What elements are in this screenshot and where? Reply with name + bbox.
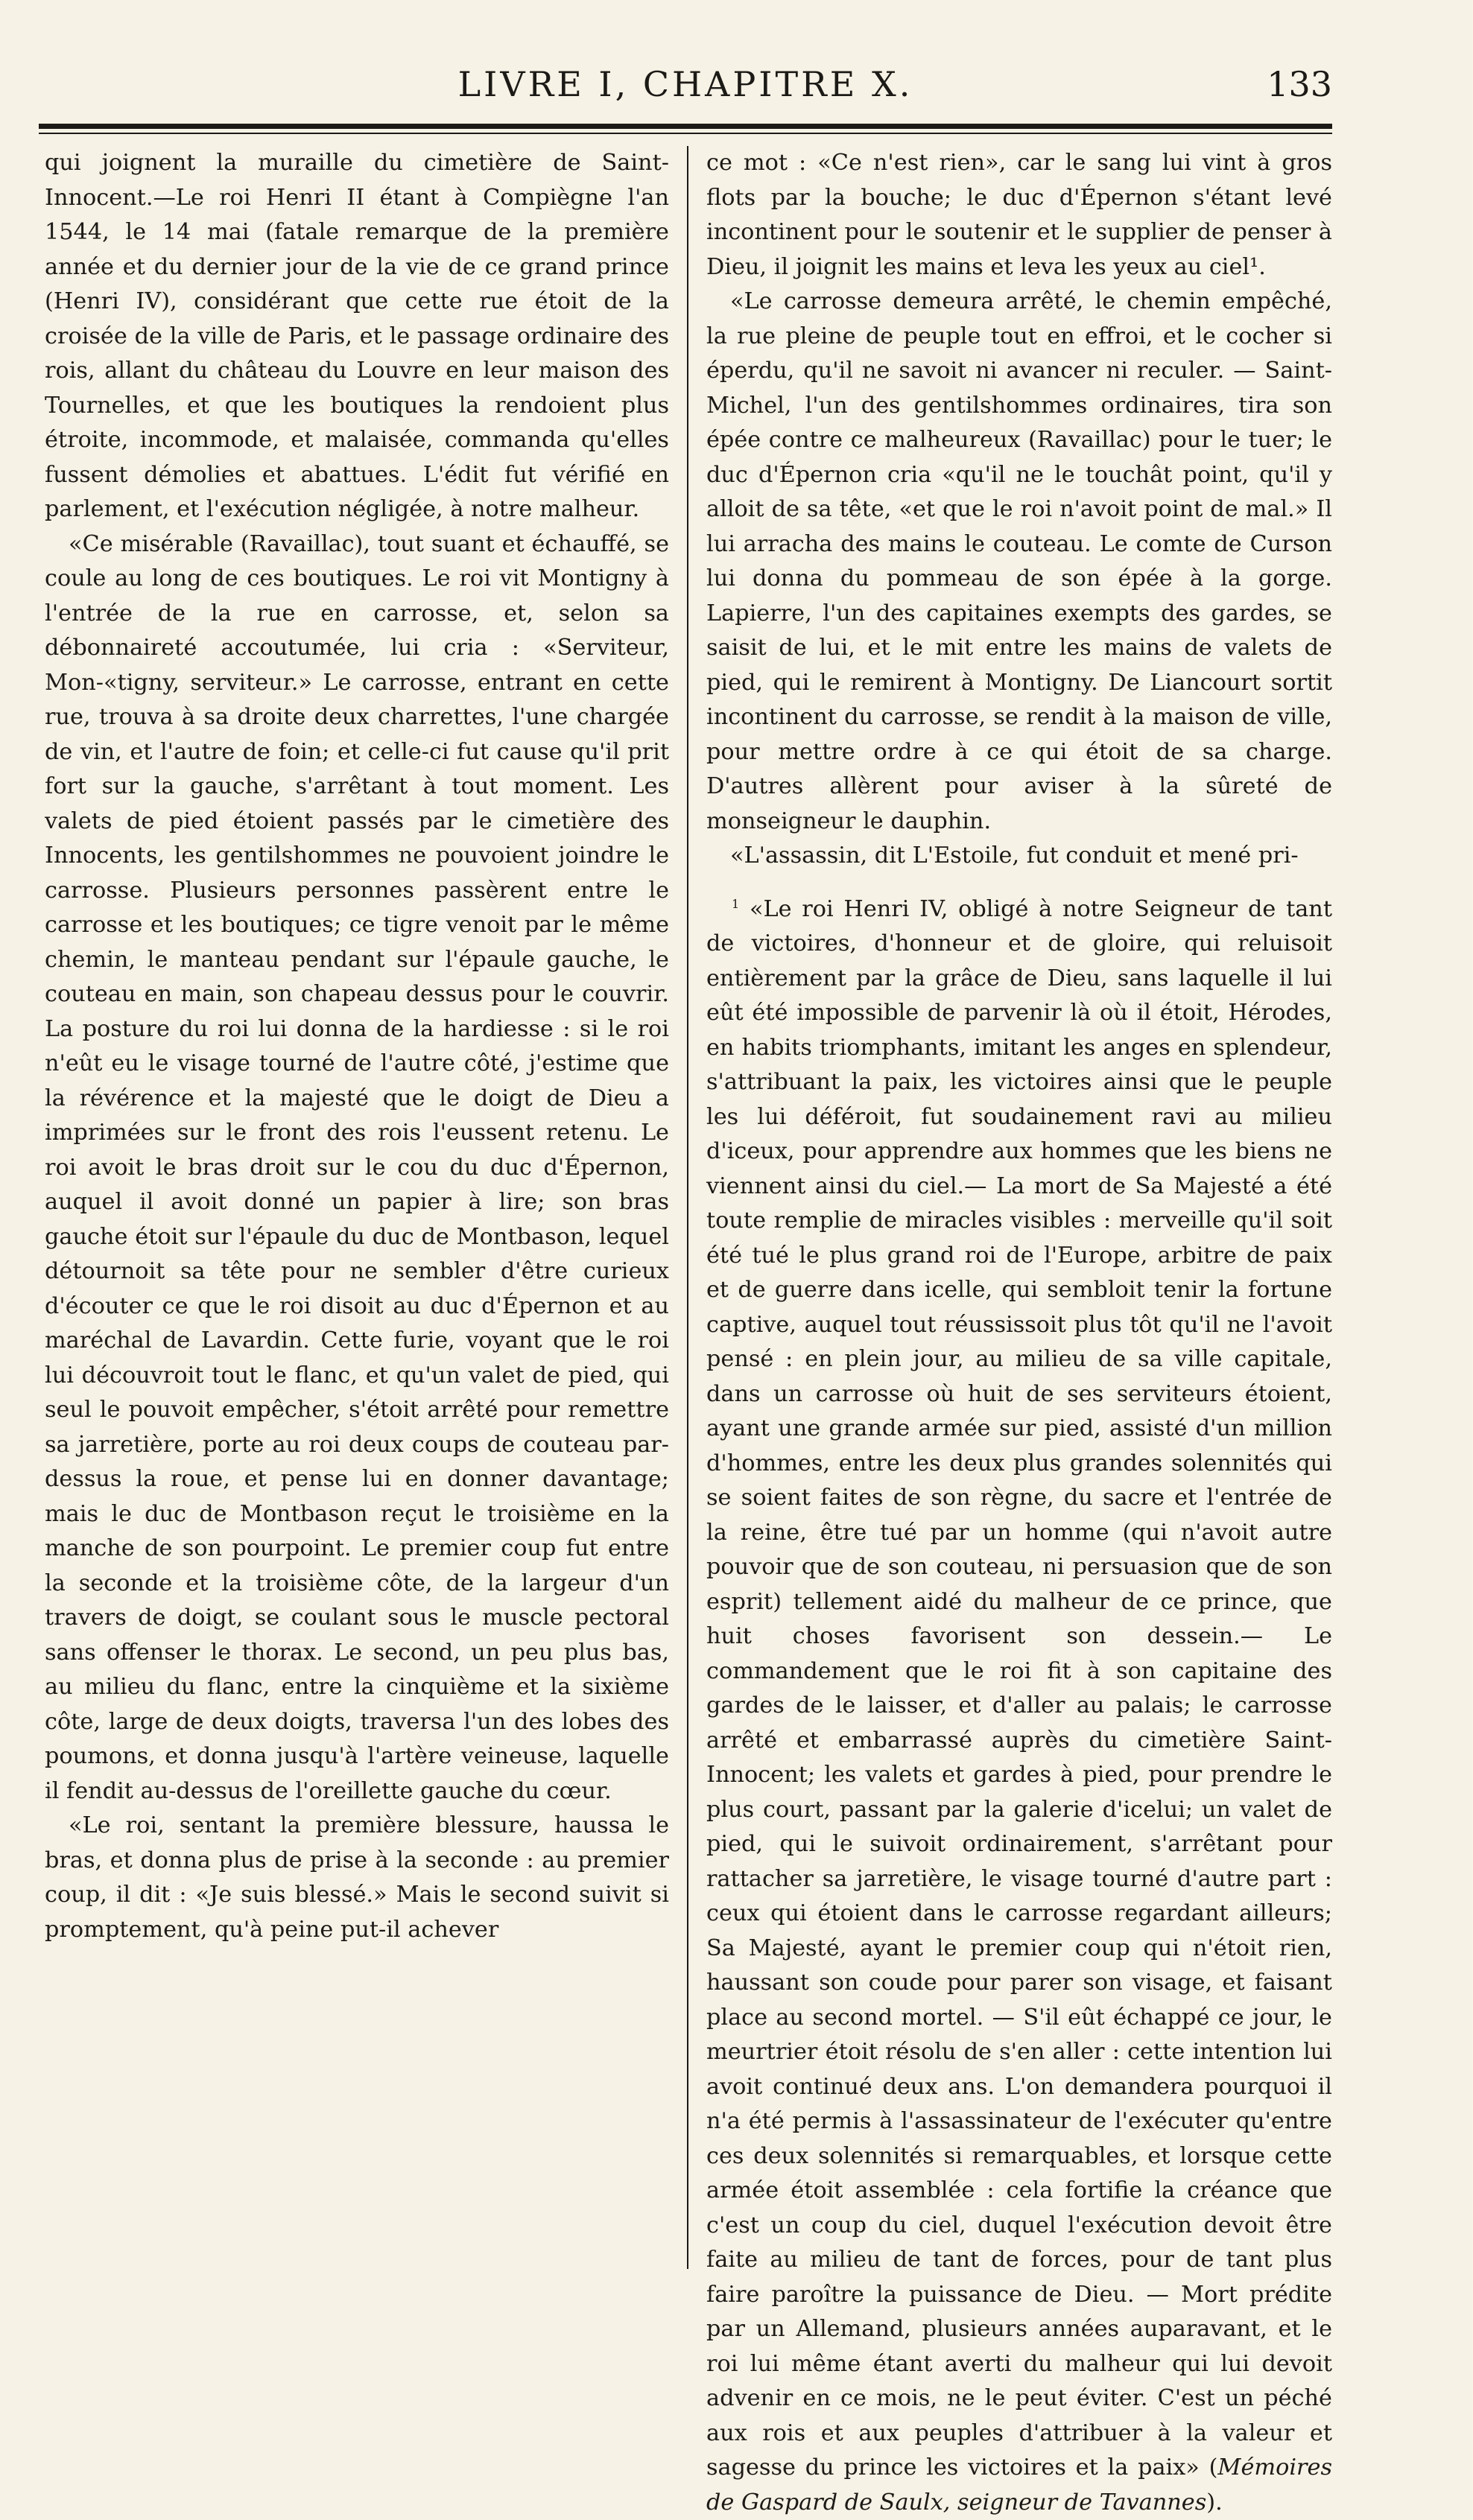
paragraph: «L'assassin, dit L'Estoile, fut conduit et mené pri- <box>706 839 1332 874</box>
running-header <box>39 58 1332 110</box>
page-number: 133 <box>1267 58 1332 110</box>
footnotes <box>706 887 1332 2520</box>
header-rule-thick <box>39 124 1332 129</box>
paragraph: qui joignent la muraille du cimetière de Saint-Innocent.—Le roi Henri II étant à Compiègne l'an 1544, le 14 mai (fatale remarque de la première année et du dernier jour de la vie de ce grand prince (Henri IV), considérant que cette rue étoit de la croisée de la ville de Paris, et le passage ordinaire des rois, allant du château du Louvre en leur maison des Tournelles, et que les boutiques la rendoient plus étroite, incommode, et malaisée, commanda qu'elles fussent démolies et abattues. L'édit fut vérifié en parlement, et l'exécution négligée, à notre malheur. <box>45 146 669 527</box>
footnote-mark: 1 <box>732 897 739 911</box>
column-divider <box>687 146 688 2269</box>
paragraph: ce mot : «Ce n'est rien», car le sang lui vint à gros flots par la bouche; le duc d'Épernon s'étant levé incontinent pour le soutenir et le supplier de penser à Dieu, il joignit les mains et leva les yeux au ciel¹. <box>706 146 1332 285</box>
paragraph: «Le roi, sentant la première blessure, haussa le bras, et donna plus de prise à la seconde : au premier coup, il dit : «Je suis blessé.» Mais le second suivit si promptement, qu'à peine put-il achever <box>45 1809 669 1947</box>
header-rule-thin <box>39 133 1332 134</box>
paragraph: «Ce misérable (Ravaillac), tout suant et échauffé, se coule au long de ces boutiques. Le roi vit Montigny à l'entrée de la rue en carrosse, et, selon sa débonnaireté accoutumée, lui cria : «Serviteur, Mon-«tigny, serviteur.» Le carrosse, entrant en cette rue, trouva à sa droite deux charrettes, l'une chargée de vin, et l'autre de foin; et celle-ci fut cause qu'il prit fort sur la gauche, s'arrêtant à tout moment. Les valets de pied étoient passés par le cimetière des Innocents, les gentilshommes ne pouvoient joindre le carrosse. Plusieurs personnes passèrent entre le carrosse et les boutiques; ce tigre venoit par le même chemin, le manteau pendant sur l'épaule gauche, le couteau en main, son chapeau dessus pour le couvrir. La posture du roi lui donna de la hardiesse : si le roi n'eût eu le visage tourné de l'autre côté, j'estime que la révérence et la majesté que le doigt de Dieu a imprimées sur le front des rois l'eussent retenu. Le roi avoit le bras droit sur le cou du duc d'Épernon, auquel il avoit donné un papier à lire; son bras gauche étoit sur l'épaule du duc de Montbason, lequel détournoit sa tête pour ne sembler d'être curieux d'écouter ce que le roi disoit au duc d'Épernon et au maréchal de Lavardin. Cette furie, voyant que le roi lui découvroit tout le flanc, et qu'un valet de pied, qui seul le pouvoit empêcher, s'étoit arrêté pour remettre sa jarretière, porte au roi deux coups de couteau par-dessus la roue, et pense lui en donner davantage; mais le duc de Montbason reçut le troisième en la manche de son pourpoint. Le premier coup fut entre la seconde et la troisième côte, de la largeur d'un travers de doigt, se coulant sous le muscle pectoral sans offenser le thorax. Le second, un peu plus bas, au milieu du flanc, entre la cinquième et la sixième côte, large de deux doigts, traversa l'un des lobes des poumons, et donna jusqu'à l'artère veineuse, laquelle il fendit au-dessus de l'oreillette gauche du cœur. <box>45 527 669 1809</box>
footnote-close: ). <box>1206 2489 1222 2516</box>
footnote-source: Mémoires de Gaspard de Saulx, seigneur de Tavannes <box>706 2454 1332 2516</box>
running-title: LIVRE I, CHAPITRE X. <box>39 58 1332 110</box>
footnote <box>706 887 1332 2520</box>
right-column <box>706 146 1332 2520</box>
paragraph: «Le carrosse demeura arrêté, le chemin empêché, la rue pleine de peuple tout en effroi, et le cocher si éperdu, qu'il ne savoit ni avancer ni reculer. — Saint-Michel, l'un des gentilshommes ordinaires, tira son épée contre ce malheureux (Ravaillac) pour le tuer; le duc d'Épernon cria «qu'il ne le touchât point, qu'il y alloit de sa tête, «et que le roi n'avoit point de mal.» Il lui arracha des mains le couteau. Le comte de Curson lui donna du pommeau de son épée à la gorge. Lapierre, l'un des capitaines exempts des gardes, se saisit de lui, et le mit entre les mains de valets de pied, qui le remirent à Montigny. De Liancourt sortit incontinent du carrosse, se rendit à la maison de ville, pour mettre ordre à ce qui étoit de sa charge. D'autres allèrent pour aviser à la sûreté de monseigneur le dauphin. <box>706 285 1332 839</box>
footnote-text: «Le roi Henri IV, obligé à notre Seigneur de tant de victoires, d'honneur et de gloire, qui reluisoit entièrement par la grâce de Dieu, sans laquelle il lui eût été impossible de parvenir là où il étoit, Hérodes, en habits triomphants, imitant les anges en splendeur, s'attribuant la paix, les victoires ainsi que le peuple les lui déféroit, fut soudainement ravi au milieu d'iceux, pour apprendre aux hommes que les biens ne viennent ainsi du ciel.— La mort de Sa Majesté a été toute remplie de miracles visibles : merveille qu'il soit été tué le plus grand roi de l'Europe, arbitre de paix et de guerre dans icelle, qui sembloit tenir la fortune captive, auquel tout réussissoit plus tôt qu'il ne l'avoit pensé : en plein jour, au milieu de sa ville capitale, dans un carrosse où huit de ses serviteurs étoient, ayant une grande armée sur pied, assisté d'un million d'hommes, entre les deux plus grandes solennités qui se soient faites de son règne, du sacre et l'entrée de la reine, être tué par un homme (qui n'avoit autre pouvoir que de son couteau, ni persuasion que de son esprit) tellement aidé du malheur de ce prince, que huit choses favorisent son dessein.— Le commandement que le roi fit à son capitaine des gardes de le laisser, et d'aller au palais; le carrosse arrêté et embarrassé auprès du cimetière Saint-Innocent; les valets et gardes à pied, pour prendre le plus court, passant par la galerie d'icelui; un valet de pied, qui le suivoit ordinairement, s'arrêtant pour rattacher sa jarretière, le visage tourné d'autre part : ceux qui étoient dans le carrosse regardant ailleurs; Sa Majesté, ayant le premier coup qui n'étoit rien, haussant son coude pour parer son visage, et faisant place au second mortel. — S'il eût échappé ce jour, le meurtrier étoit résolu de s'en aller : cette intention lui avoit continué deux ans. L'on demandera pourquoi il n'a été permis à l'assassinateur de l'exécuter qu'entre ces deux solennités si remarquables, et lorsque cette armée étoit assemblée : cela fortifie la créance que c'est un coup du ciel, duquel l'exécution devoit être faite au milieu de tant de forces, pour de tant plus faire paroître la puissance de Dieu. — Mort prédite par un Allemand, plusieurs années auparavant, et le roi lui même étant averti du malheur qui lui devoit advenir en ce mois, ne le peut éviter. C'est un péché aux rois et aux peuples d'attribuer à la valeur et sagesse du prince les victoires et la paix» ( <box>706 896 1332 2481</box>
left-column <box>45 146 669 1947</box>
